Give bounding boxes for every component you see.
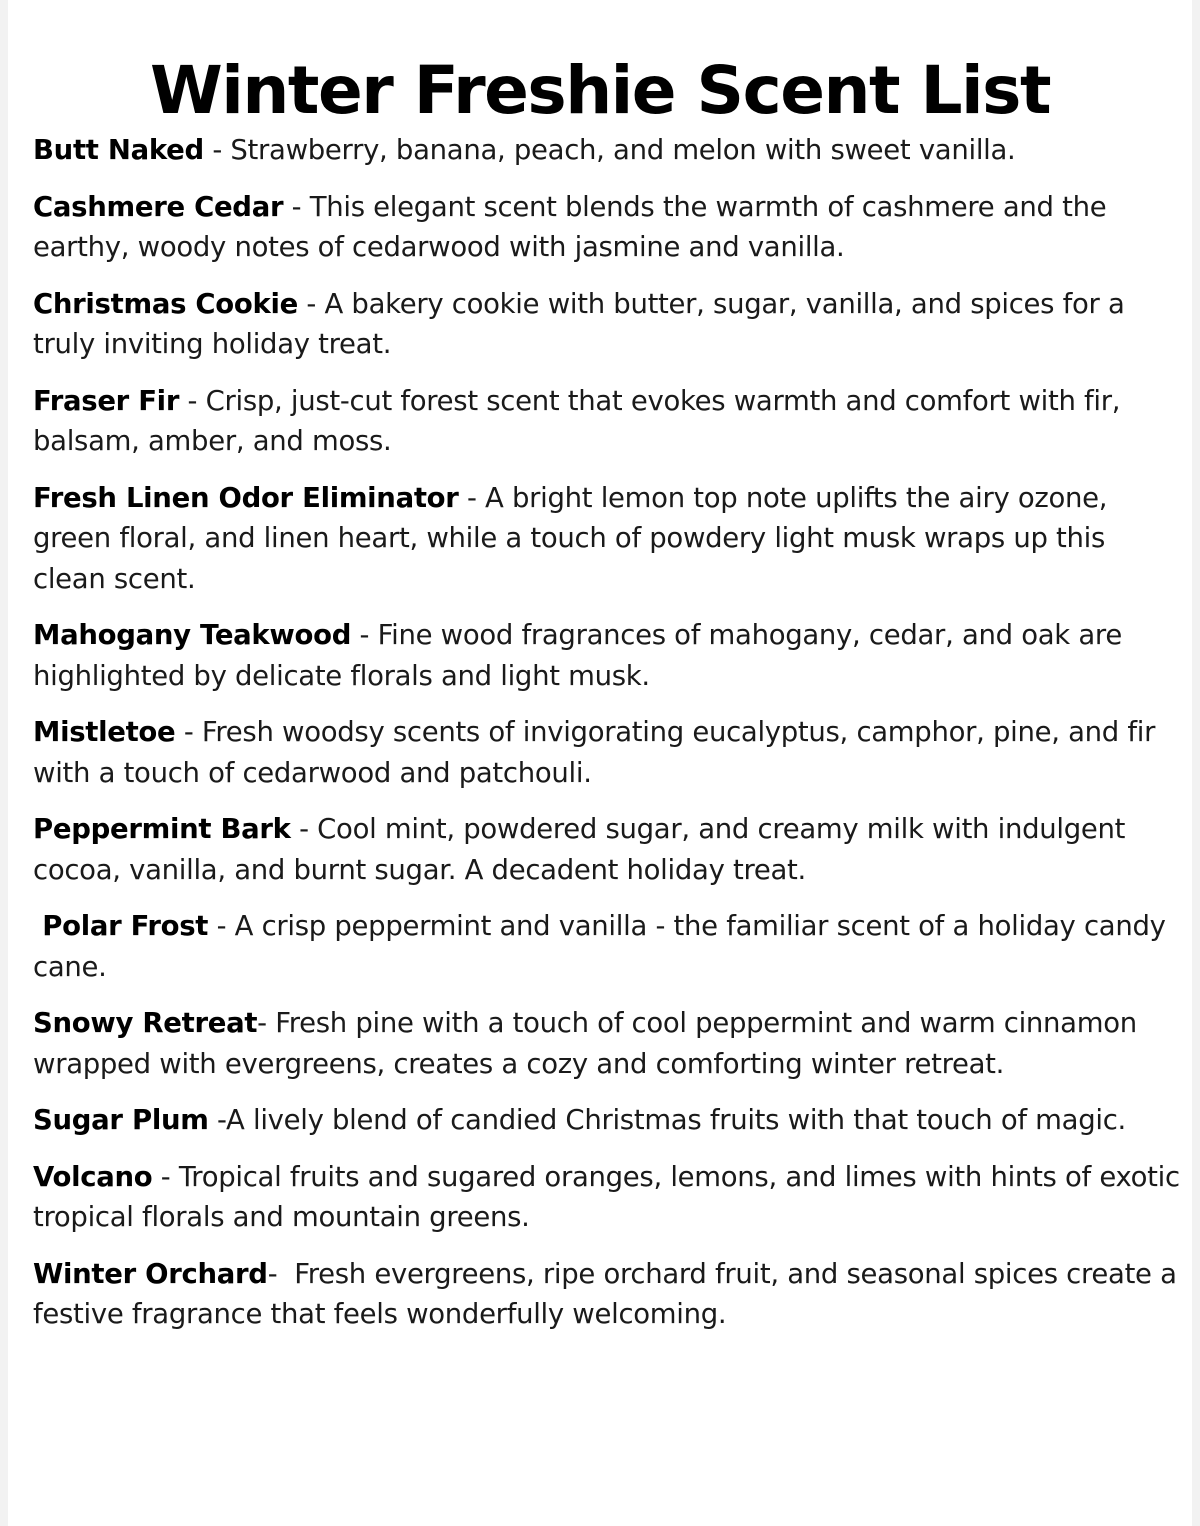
scent-list xyxy=(33,130,1186,1351)
scent-entry xyxy=(33,130,1183,171)
scent-name: Polar Frost xyxy=(33,910,209,942)
scent-entry xyxy=(33,809,1183,890)
scent-name: Fresh Linen Odor Eliminator xyxy=(33,481,459,514)
scent-name: Winter Orchard xyxy=(33,1257,268,1290)
scent-description: - Fresh pine with a touch of cool peppermint and warm cinnamon wrapped with evergreens, creates a cozy and comforting winter retreat. xyxy=(33,1007,1137,1080)
scent-name: Peppermint Bark xyxy=(33,813,291,845)
scent-entry xyxy=(33,906,1183,987)
scent-name: Christmas Cookie xyxy=(33,287,298,320)
scent-entry xyxy=(33,1254,1186,1335)
scent-entry xyxy=(33,187,1183,268)
page-title: Winter Freshie Scent List xyxy=(149,52,1050,129)
scent-description: - A bakery cookie with butter, sugar, vanilla, and spices for a truly inviting holiday treat. xyxy=(33,287,1125,360)
scent-entry xyxy=(33,284,1183,365)
scent-name: Cashmere Cedar xyxy=(33,190,284,223)
scent-description: - Cool mint, powdered sugar, and creamy milk with indulgent cocoa, vanilla, and burnt sugar. A decadent holiday treat. xyxy=(33,813,1126,886)
scent-description: - Fresh evergreens, ripe orchard fruit, and seasonal spices create a festive fragrance that feels wonderfully welcoming. xyxy=(33,1257,1186,1330)
scent-entry xyxy=(33,381,1183,462)
scent-entry xyxy=(33,1100,1183,1141)
scent-description: - Tropical fruits and sugared oranges, lemons, and limes with hints of exotic tropical florals and mountain greens. xyxy=(33,1160,1180,1233)
scent-name: Sugar Plum xyxy=(33,1104,209,1136)
scent-description: - Crisp, just-cut forest scent that evokes warmth and comfort with fir, balsam, amber, and moss. xyxy=(33,384,1121,457)
scent-description: -A lively blend of candied Christmas fruits with that touch of magic. xyxy=(208,1104,1126,1136)
scent-description: - Fine wood fragrances of mahogany, cedar, and oak are highlighted by delicate florals and light musk. xyxy=(33,619,1122,692)
scent-name: Butt Naked xyxy=(33,134,204,166)
scent-description: - This elegant scent blends the warmth of cashmere and the earthy, woody notes of cedarwood with jasmine and vanilla. xyxy=(33,190,1107,263)
scent-description: - Strawberry, banana, peach, and melon with sweet vanilla. xyxy=(203,134,1016,166)
scent-entry xyxy=(33,1157,1183,1238)
scent-name: Fraser Fir xyxy=(33,384,180,417)
scent-description: - A bright lemon top note uplifts the airy ozone, green floral, and linen heart, while a touch of powdery light musk wraps up this clean scent. xyxy=(33,481,1108,595)
scent-entry xyxy=(33,615,1183,696)
scent-name: Snowy Retreat xyxy=(33,1007,258,1039)
scent-entry xyxy=(33,478,1183,600)
document-page xyxy=(8,0,1192,1526)
scent-name: Mistletoe xyxy=(33,716,176,748)
scent-name: Mahogany Teakwood xyxy=(33,619,352,651)
scent-name: Volcano xyxy=(33,1160,153,1193)
scent-description: - A crisp peppermint and vanilla - the familiar scent of a holiday candy cane. xyxy=(33,910,1166,983)
scent-description: - Fresh woodsy scents of invigorating eucalyptus, camphor, pine, and fir with a touch of cedarwood and patchouli. xyxy=(33,716,1156,789)
scent-entry xyxy=(33,712,1183,793)
scent-entry xyxy=(33,1003,1183,1084)
